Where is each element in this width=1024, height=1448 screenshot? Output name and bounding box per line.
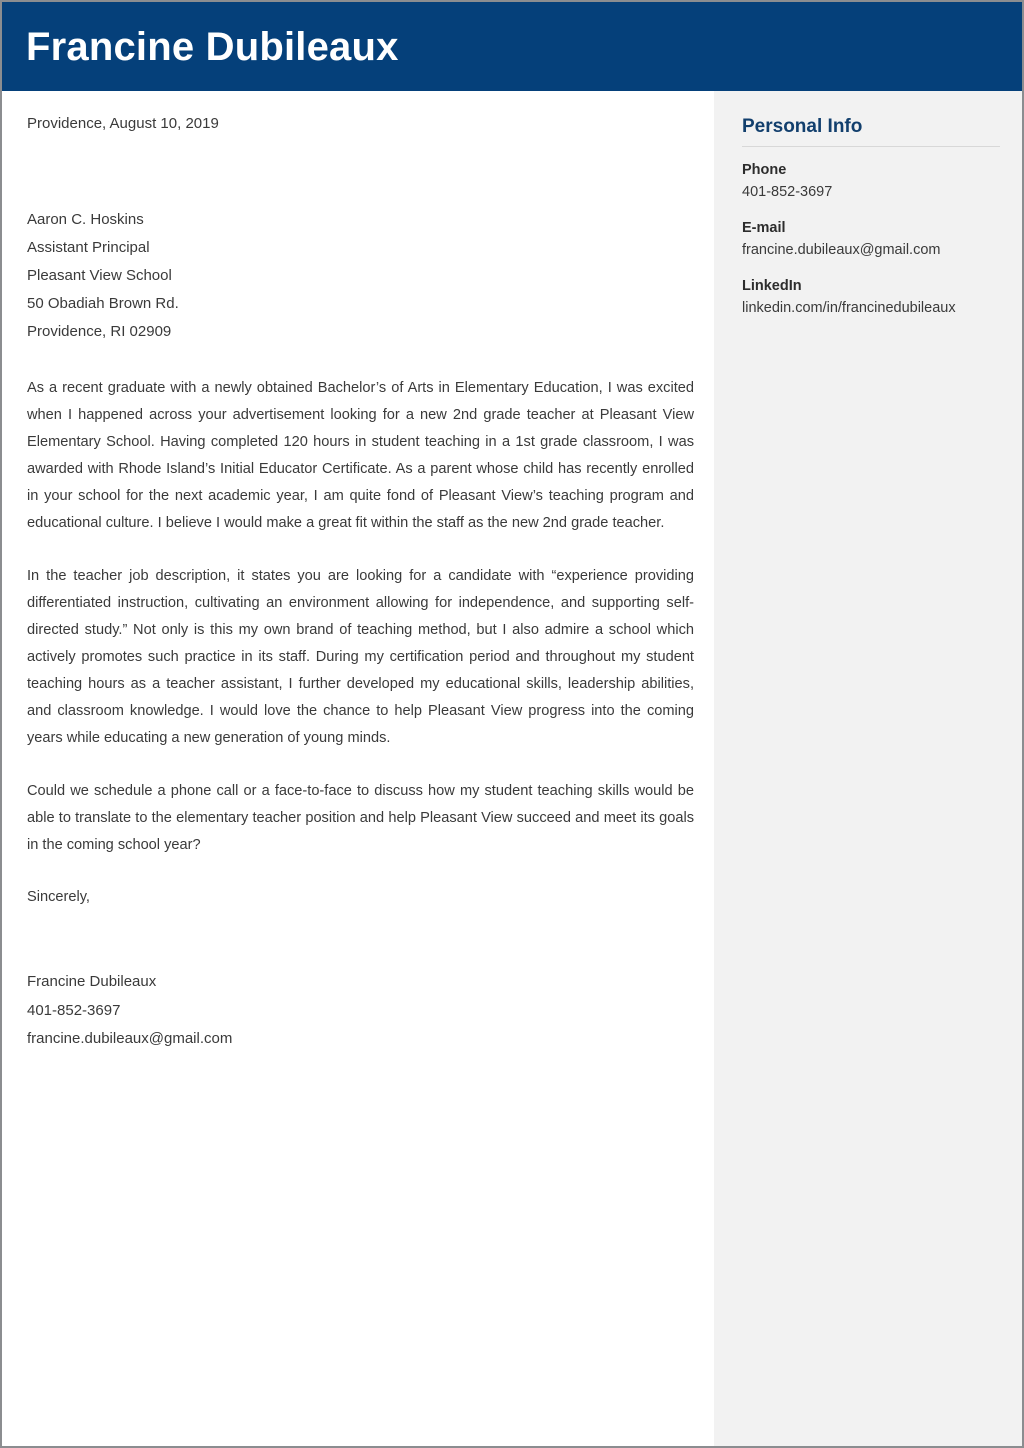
letter-date: Providence, August 10, 2019: [27, 115, 219, 132]
letter-column: [2, 91, 714, 1446]
personal-info-sidebar: [714, 91, 1022, 1446]
sidebar-divider: [742, 146, 1000, 147]
info-label: LinkedIn: [742, 277, 802, 294]
recipient-address-block: [27, 206, 714, 346]
signature-email: francine.dubileaux@gmail.com: [27, 1029, 233, 1047]
recipient-line: 50 Obadiah Brown Rd.: [27, 294, 179, 312]
info-item-phone: [742, 159, 1000, 204]
recipient-line: Pleasant View School: [27, 266, 172, 284]
letter-closing: Sincerely,: [27, 889, 90, 906]
info-value[interactable]: linkedin.com/in/francinedubileaux: [742, 300, 956, 317]
letter-paragraph: In the teacher job description, it states you are looking for a candidate with “experience providing differentiated instruction, cultivating an environment allowing for independence, and supporting self-directed study.” Not only is this my own brand of teaching method, but I also admire a school which actively promotes such practice in its staff. During my certification period and throughout my student teaching hours as a teacher assistant, I further developed my educational skills, leadership abilities, and classroom knowledge. I would love the chance to help Pleasant View progress into the coming years while educating a new generation of young minds.: [27, 567, 694, 746]
info-label: E-mail: [742, 219, 786, 236]
info-label: Phone: [742, 161, 787, 178]
info-value: francine.dubileaux@gmail.com: [742, 242, 941, 259]
signature-block: [27, 968, 694, 1052]
letter-body: [27, 375, 694, 1053]
info-value: 401-852-3697: [742, 184, 833, 201]
document-body: [2, 91, 1022, 1446]
info-item-email: [742, 217, 1000, 262]
sidebar-heading: Personal Info: [742, 116, 863, 137]
recipient-line: Aaron C. Hoskins: [27, 210, 144, 228]
letter-paragraph: As a recent graduate with a newly obtained Bachelor’s of Arts in Elementary Education, I was excited when I happened across your advertisement looking for a new 2nd grade teacher at Pleasant View Elementary School. Having completed 120 hours in student teaching in a 1st grade classroom, I was awarded with Rhode Island’s Initial Educator Certificate. As a parent whose child has recently enrolled in your school for the next academic year, I am quite fond of Pleasant View’s teaching program and educational culture. I believe I would make a great fit within the staff as the new 2nd grade teacher.: [27, 379, 694, 531]
recipient-line: Assistant Principal: [27, 238, 150, 256]
header-banner: [2, 2, 1022, 91]
recipient-line: Providence, RI 02909: [27, 322, 172, 340]
date-spacer: [27, 136, 714, 206]
signature-name: Francine Dubileaux: [27, 973, 157, 991]
page-title: Francine Dubileaux: [26, 24, 399, 69]
signature-phone: 401-852-3697: [27, 1001, 121, 1019]
info-item-linkedin: [742, 275, 1000, 320]
letter-paragraph: Could we schedule a phone call or a face-to-face to discuss how my student teaching skills would be able to translate to the elementary teacher position and help Pleasant View succeed and meet its goals in the coming school year?: [27, 782, 694, 853]
signature-spacer: [27, 911, 694, 968]
